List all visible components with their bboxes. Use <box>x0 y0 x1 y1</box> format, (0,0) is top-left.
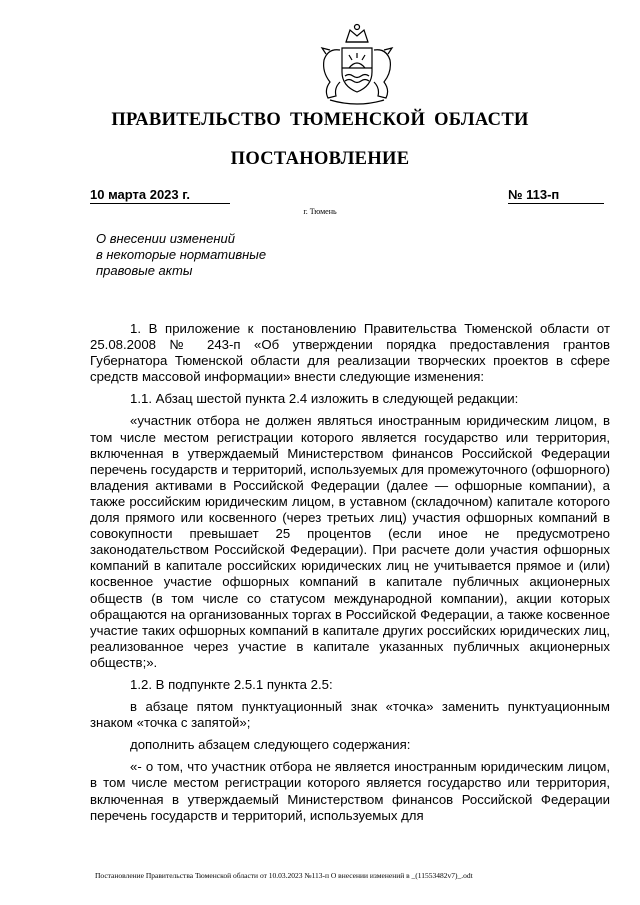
body-paragraph: дополнить абзацем следующего содержания: <box>130 737 411 753</box>
coat-of-arms-icon <box>312 20 402 108</box>
body-paragraph: в абзаце пятом пунктуационный знак «точка» заменить пунктуационным знаком «точка с запятой»; <box>90 699 610 731</box>
page-footer: Постановление Правительства Тюменской области от 10.03.2023 №113-п О внесении изменений в _(11553482v7)_.odt <box>95 871 473 880</box>
body-paragraph: 1.1. Абзац шестой пункта 2.4 изложить в следующей редакции: <box>130 391 519 407</box>
document-number: № 113-п <box>508 187 604 204</box>
subject-line: О внесении изменений <box>96 231 235 246</box>
organization-title: ПРАВИТЕЛЬСТВО ТЮМЕНСКОЙ ОБЛАСТИ <box>111 110 529 130</box>
document-date: 10 марта 2023 г. <box>90 187 230 204</box>
document-type-title: ПОСТАНОВЛЕНИЕ <box>230 149 410 169</box>
document-subject <box>96 231 296 279</box>
body-paragraph: «участник отбора не должен являться иностранным юридическим лицом, в том числе местом регистрации которого является государство или территория, включенная в утверждаемый Министерством финансов Российской Федерации перечень государств и территорий, используемых для промежуточного (офшорного) владения активами в Российской Федерации (далее — офшорные компании), а также российским юридическим лицом, в уставном (складочном) капитале которого доля прямого или косвенного (через третьих лиц) участия офшорных компаний в совокупности превышает 25 процентов (если иное не предусмотрено законодательством Российской Федерации). При расчете доли участия офшорных компаний в капитале российских юридических лиц не учитывается прямое и (или) косвенное участие офшорных компаний в капитале публичных акционерных обществ (в том числе со статусом международной компании), акции которых обращаются на организованных торгах в Российской Федерации, а также косвенное участие таких офшорных компаний в капитале других российских юридических лиц, реализованное через участие в капитале указанных публичных акционерных обществ;». <box>90 413 610 670</box>
body-paragraph: «- о том, что участник отбора не является иностранным юридическим лицом, в том числе местом регистрации которого является государство или территория, включенная в утверждаемый Министерством финансов Российской Федерации перечень государств и территорий, используемых для <box>90 759 610 823</box>
subject-line: в некоторые нормативные <box>96 247 267 262</box>
document-body <box>90 321 610 830</box>
body-paragraph: 1.2. В подпункте 2.5.1 пункта 2.5: <box>130 676 333 692</box>
body-paragraph: 1. В приложение к постановлению Правительства Тюменской области от 25.08.2008 № 243-п «Об утверждении порядка предоставления грантов Губернатора Тюменской области для реализации творческих проектов в сфере средств массовой информации» внести следующие изменения: <box>90 321 610 385</box>
city-label: г. Тюмень <box>303 207 337 216</box>
subject-line: правовые акты <box>96 263 193 278</box>
